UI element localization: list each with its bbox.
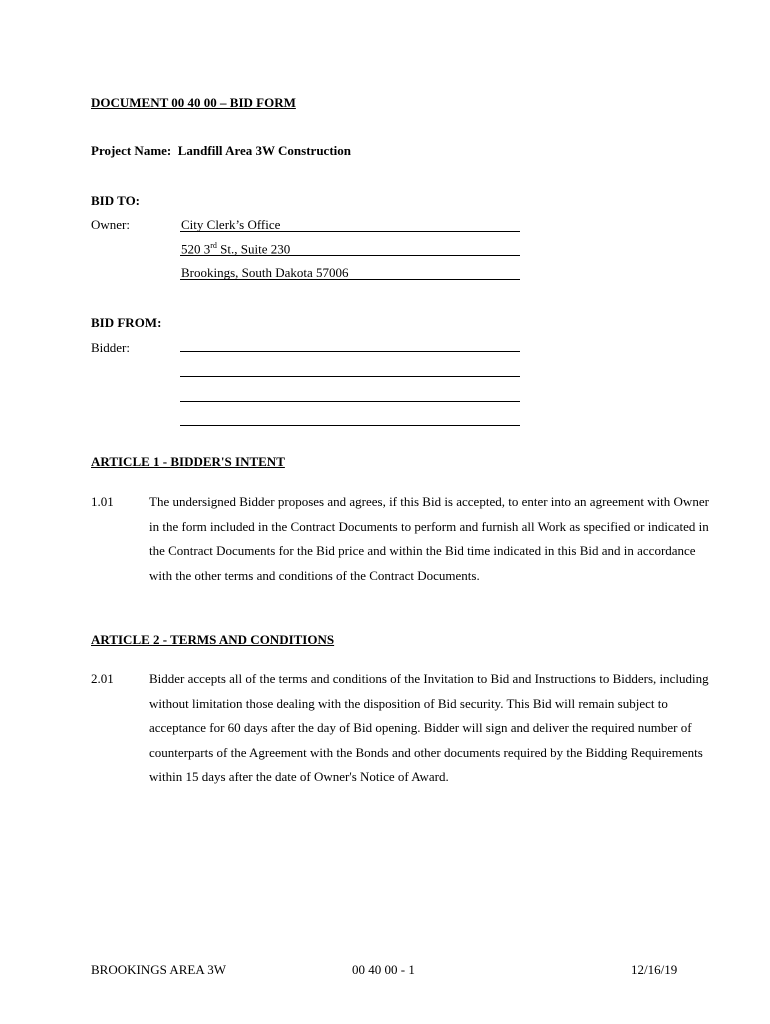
bidder-blank-line-1[interactable] [180, 351, 520, 352]
bidder-blank-line-3[interactable] [180, 401, 520, 402]
footer-left: BROOKINGS AREA 3W [91, 962, 227, 977]
footer-page-number: 00 40 00 - 1 [352, 962, 415, 977]
owner-underline-1 [180, 231, 520, 232]
project-name-value: Landfill Area 3W Construction [177, 143, 351, 158]
address-ordinal-suffix: rd [210, 241, 217, 250]
article-2-number: 2.01 [91, 671, 114, 686]
owner-address-line-3: Brookings, South Dakota 57006 [181, 265, 349, 280]
project-name-label: Project Name: [91, 143, 172, 158]
bid-to-heading: BID TO: [91, 193, 141, 208]
article-2-heading: ARTICLE 2 - TERMS AND CONDITIONS [91, 632, 335, 647]
owner-underline-3 [180, 279, 520, 280]
bidder-blank-line-4[interactable] [180, 425, 520, 426]
bid-from-heading: BID FROM: [91, 315, 162, 330]
article-1-paragraph: The undersigned Bidder proposes and agrees, if this Bid is accepted, to enter into an agreement with Owner in the form included in the Contract Documents to perform and furnish all Work as specified or indicated in the Contract Documents for the Bid price and within the Bid time indicated in this Bid and in accordance with the other terms and conditions of the Contract Documents. [149, 494, 709, 583]
address-street-number: 520 3 [181, 241, 211, 257]
owner-underline-2 [180, 255, 520, 256]
footer-date: 12/16/19 [631, 962, 678, 977]
project-name-row [91, 143, 351, 159]
article-1-number: 1.01 [91, 494, 114, 509]
owner-address-line-1: City Clerk’s Office [181, 217, 281, 232]
article-1-heading: ARTICLE 1 - BIDDER'S INTENT [91, 454, 285, 469]
document-title: DOCUMENT 00 40 00 – BID FORM [91, 95, 296, 110]
bidder-blank-line-2[interactable] [180, 376, 520, 377]
address-street-rest: St., Suite 230 [216, 241, 291, 257]
article-2-paragraph: Bidder accepts all of the terms and conditions of the Invitation to Bid and Instructions to Bidders, including without limitation those dealing with the disposition of Bid security. This Bid will remain subject to acceptance for 60 days after the day of Bid opening. Bidder will sign and deliver the required number of counterparts of the Agreement with the Bonds and other documents required by the Bidding Requirements within 15 days after the date of Owner's Notice of Award. [149, 671, 709, 784]
bidder-label: Bidder: [91, 340, 130, 355]
owner-label: Owner: [91, 217, 130, 232]
